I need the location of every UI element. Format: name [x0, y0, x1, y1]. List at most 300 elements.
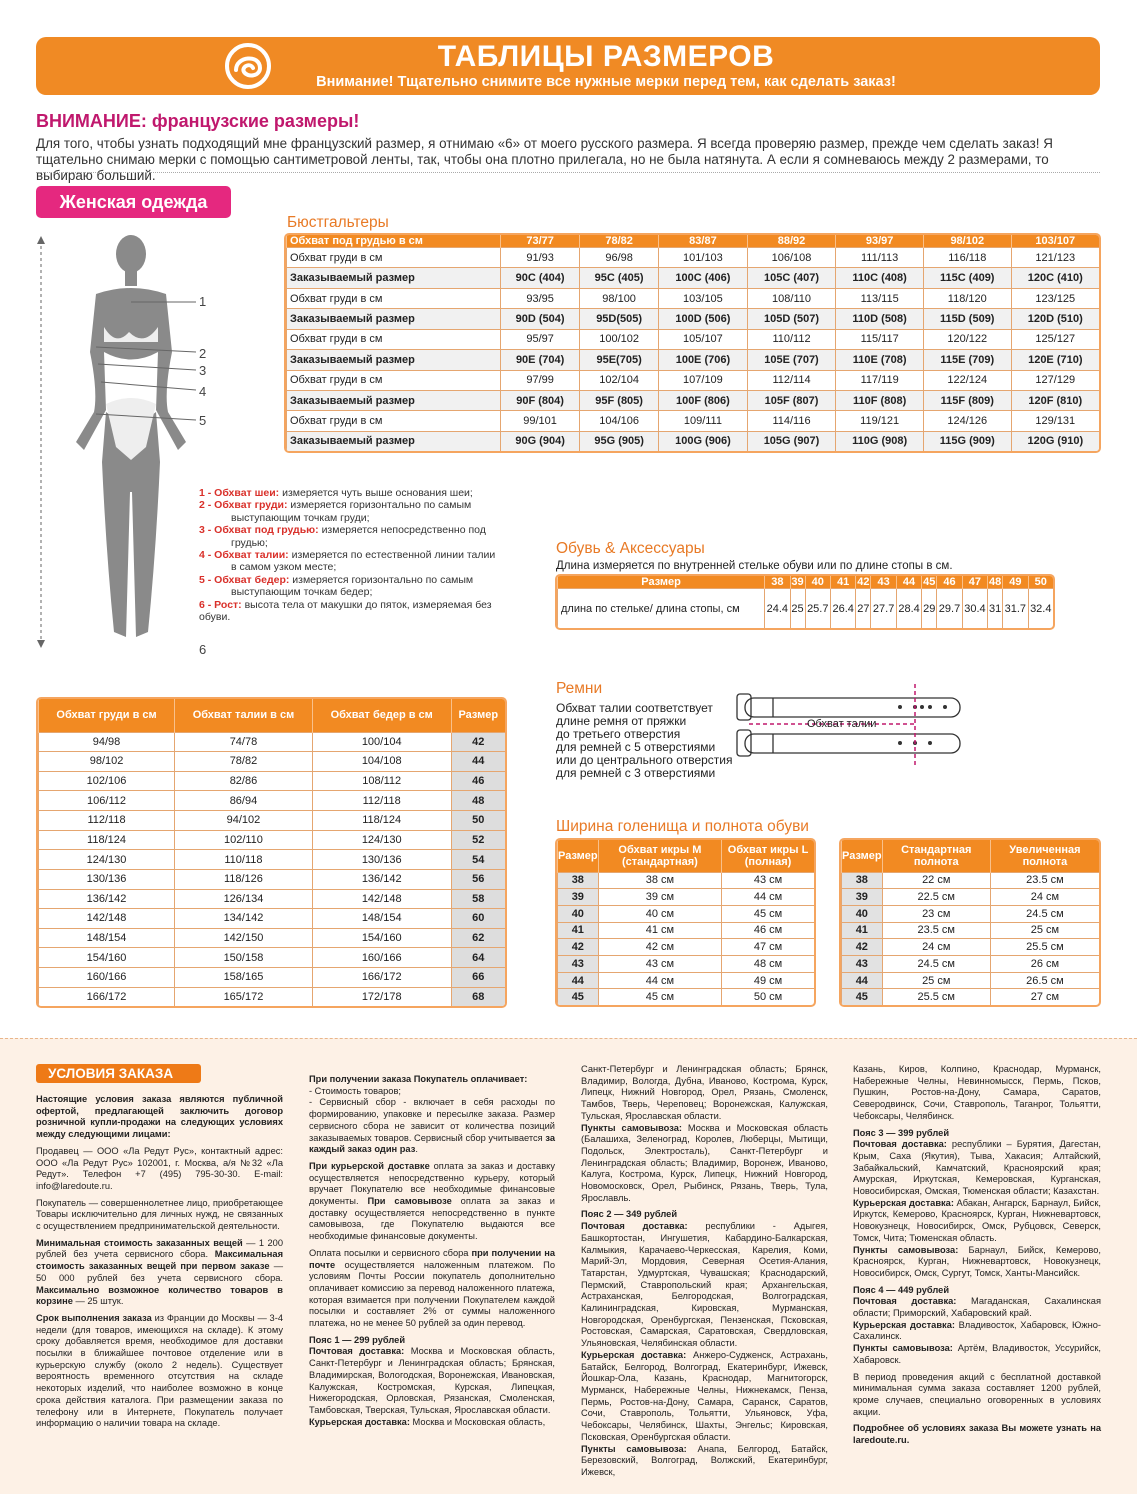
table-cell: 102/106	[39, 771, 175, 791]
table-cell: 122/124	[923, 370, 1011, 390]
table-cell: 98/102	[39, 752, 175, 772]
conditions-paragraph: Санкт-Петербург и Ленинградская область; Брянск, Владимир, Вологда, Дубна, Иваново, Кострома, Курск, Липецк, Нижний Новгород, Орел, Рязань, Смоленск, Тамбов, Тверь, Череповец; Воронежская, Калужская, Тульская, Ярославская области. Пункты самовывоза: Москва и Московская область (Балашиха, Зеленоград, Королев, Люберцы, Мытищи, Подольск, Электросталь), Санкт-Петербург и Ленинградская область; Владимир, Воронеж, Иваново, Калуга, Кострома, Курск, Липецк, Нижний Новгород, Новомосковск, Орел, Рыбинск, Рязань, Тверь, Тула, Ярославль.	[581, 1064, 828, 1203]
bra-row-header: Обхват под грудью в см	[287, 235, 501, 248]
table-cell: 24.4	[765, 589, 790, 629]
table-row	[287, 411, 1100, 431]
table-cell: 119/121	[836, 411, 924, 431]
table-cell: 25 см	[882, 972, 990, 989]
table-cell: 108/112	[312, 771, 451, 791]
column-header: Обхват икры M (стандартная)	[598, 840, 722, 872]
table-cell: 90F (804)	[501, 390, 580, 410]
conditions-column-1	[36, 1094, 283, 1435]
table-row	[842, 872, 1100, 889]
table-cell: 103/105	[659, 288, 748, 308]
table-cell: 115F (809)	[923, 390, 1011, 410]
table-cell: 100G (906)	[659, 431, 748, 451]
table-cell: Обхват груди в см	[287, 370, 501, 390]
table-cell: 44 см	[722, 889, 814, 906]
table-cell: 108/110	[747, 288, 836, 308]
table-cell: Обхват груди в см	[287, 288, 501, 308]
column-header: Обхват икры L (полная)	[722, 840, 814, 872]
table-cell: 90D (504)	[501, 309, 580, 329]
table-cell: 43	[558, 956, 599, 973]
table-cell: 42	[451, 732, 505, 752]
table-cell: 30.4	[962, 589, 987, 629]
table-row	[39, 869, 506, 889]
table-cell: 23 см	[882, 905, 990, 922]
mark-2: 2	[199, 346, 207, 361]
table-cell: 102/110	[175, 830, 313, 850]
table-cell: 44	[451, 752, 505, 772]
bra-col-header: 93/97	[836, 235, 924, 248]
table-cell: 160/166	[39, 968, 175, 988]
conditions-paragraph: Минимальная стоимость заказанных вещей — 1 200 рублей без учета сервисного сбора. Максимальная стоимость заказанных вещей при первом заказе — 50 000 рублей без учета сервисного сбора. Максимально возможное количество товаров в корзине — 25 штук.	[36, 1237, 284, 1307]
table-row	[39, 752, 506, 772]
table-cell: 95/97	[501, 329, 580, 349]
table-cell: 24.5 см	[990, 905, 1099, 922]
table-cell: 23.5 см	[990, 872, 1099, 889]
table-cell: 50 см	[722, 989, 814, 1005]
table-cell: 42	[558, 939, 599, 956]
size-table	[36, 697, 507, 1008]
conditions-paragraph: Настоящие условия заказа являются публичной офертой, предлагающей заключить договор розничной купли-продажи на следующих условиях между следующими лицами:	[36, 1094, 283, 1140]
table-cell: 106/108	[747, 248, 836, 268]
table-cell: 52	[451, 830, 505, 850]
column-header: Размер	[558, 840, 599, 872]
table-cell: 109/111	[659, 411, 748, 431]
table-cell: 148/154	[312, 909, 451, 929]
table-cell: 49 см	[722, 972, 814, 989]
table-row	[287, 288, 1100, 308]
table-cell: 158/165	[175, 968, 313, 988]
conditions-paragraph: Пояс 3 — 399 рублей Почтовая доставка: республики – Бурятия, Дагестан, Крым, Саха (Якутия), Тыва, Хакасия; Алтайский, Забайкальский, Камчатский, Красноярский края; Амурская, Иркутская, Кемеровская, Курганская, Новосибирская, Омская, Тюменская области; Казахстан. Курьерская доставка: Абакан, Ангарск, Барнаул, Бийск, Иркутск, Кемерово, Красноярск, Курган, Нижневартовск, Новокузнецк, Новосибирск, Омск, Рубцовск, Северск, Томск, Чита; Тюменская область. Пункты самовывоза: Барнаул, Бийск, Кемерово, Красноярск, Курган, Нижневартовск, Новокузнецк, Новосибирск, Омск, Сургут, Томск, Ханты-Мансийск.	[853, 1127, 1101, 1278]
table-cell: 78/82	[175, 752, 313, 772]
conditions-column-4	[853, 1064, 1101, 1452]
table-cell: 110G (908)	[836, 431, 924, 451]
table-cell: 31	[988, 589, 1003, 629]
table-cell: 27 см	[990, 989, 1099, 1005]
table-row	[287, 390, 1100, 410]
table-cell: 39	[791, 576, 804, 588]
table-cell: 38	[765, 576, 790, 589]
conditions-tag: УСЛОВИЯ ЗАКАЗА	[36, 1064, 201, 1083]
table-row	[558, 872, 815, 889]
table-cell: 39 см	[598, 889, 722, 906]
table-row	[39, 909, 506, 929]
table-cell: 96/98	[580, 248, 659, 268]
table-cell: 45	[842, 989, 883, 1005]
table-cell: 64	[451, 948, 505, 968]
table-cell: 130/136	[39, 869, 175, 889]
table-cell: 48	[451, 791, 505, 811]
table-cell: 123/125	[1011, 288, 1099, 308]
table-cell: 98/100	[580, 288, 659, 308]
table-cell: 115D (509)	[923, 309, 1011, 329]
bra-col-header: 73/77	[501, 235, 580, 248]
table-cell: 25.5 см	[882, 989, 990, 1005]
table-cell: 91/93	[501, 248, 580, 268]
table-row	[39, 732, 506, 752]
table-cell: 90C (404)	[501, 268, 580, 288]
table-cell: 107/109	[659, 370, 748, 390]
table-cell: 24.5 см	[882, 956, 990, 973]
table-cell: 172/178	[312, 987, 451, 1006]
table-cell: 38	[842, 872, 883, 889]
bra-col-header: 98/102	[923, 235, 1011, 248]
table-cell: 31.7	[1003, 589, 1028, 629]
table-cell: 112/118	[312, 791, 451, 811]
table-cell: 40 см	[598, 905, 722, 922]
conditions-paragraph: Продавец — ООО «Ла Редут Рус», контактный адрес: ООО «Ла Редут Рус» 102001, г. Москва, а/я №32 «Ла Редут». Телефон +7 (495) 795-30-30. E-mail: info@laredoute.ru.	[36, 1145, 283, 1191]
table-cell: 101/103	[659, 248, 748, 268]
table-cell: 44	[896, 576, 921, 589]
table-cell: 43 см	[722, 872, 814, 889]
table-cell: Обхват груди в см	[287, 329, 501, 349]
table-row	[39, 791, 506, 811]
table-cell: 25	[790, 589, 805, 629]
table-cell: 110E (708)	[836, 350, 924, 370]
table-cell: 22.5 см	[882, 889, 990, 906]
table-row	[287, 268, 1100, 288]
table-cell: 94/102	[175, 811, 313, 831]
table-cell: Заказываемый размер	[287, 309, 501, 329]
table-cell: 111/113	[836, 248, 924, 268]
table-cell: 26.5 см	[990, 972, 1099, 989]
table-row	[558, 922, 815, 939]
table-cell: 94/98	[39, 732, 175, 752]
belts-text: Обхват талии соответствует длине ремня от пряжки до третьего отверстия для ремней с 5 отверстиями или до центрального отверстия для ремней с 3 отверстиями	[556, 701, 733, 780]
conditions-paragraph: Покупатель — совершеннолетнее лицо, приобретающее Товары исключительно для личных нужд, не связанных с осуществлением предпринимательской деятельности.	[36, 1197, 283, 1232]
shoes-table	[555, 574, 1055, 630]
table-cell: 100F (806)	[659, 390, 748, 410]
table-cell: 118/120	[923, 288, 1011, 308]
column-header: Обхват груди в см	[39, 699, 175, 732]
table-cell: 90E (704)	[501, 350, 580, 370]
table-cell: 39	[842, 889, 883, 906]
divider	[0, 1038, 1137, 1039]
table-cell: 42	[842, 939, 883, 956]
table-row	[39, 968, 506, 988]
table-cell: 38	[558, 872, 599, 889]
table-cell: 110D (508)	[836, 309, 924, 329]
bra-col-header: 83/87	[659, 235, 748, 248]
table-cell: 24 см	[882, 939, 990, 956]
bra-col-header: 88/92	[747, 235, 836, 248]
table-cell: 105/107	[659, 329, 748, 349]
column-header: Увеличенная полнота	[990, 840, 1099, 872]
table-cell: 110F (808)	[836, 390, 924, 410]
table-cell: 42	[857, 576, 870, 588]
table-cell: 43	[842, 956, 883, 973]
table-row	[842, 972, 1100, 989]
table-cell: 47	[962, 576, 987, 589]
table-row	[558, 972, 815, 989]
table-cell: 25.7	[805, 589, 830, 629]
table-cell: 45 см	[722, 905, 814, 922]
table-cell: Заказываемый размер	[287, 350, 501, 370]
table-cell: 105E (707)	[747, 350, 836, 370]
table-cell: 136/142	[39, 889, 175, 909]
bra-col-header: 78/82	[580, 235, 659, 248]
table-cell: Заказываемый размер	[287, 431, 501, 451]
table-cell: 62	[451, 928, 505, 948]
table-cell: 114/116	[747, 411, 836, 431]
conditions-paragraph: В период проведения акций с бесплатной доставкой минимальная сумма заказа составляет 1200 рублей, кроме случаев, специально оговоренных в условиях акции.	[853, 1371, 1101, 1417]
table-row	[842, 939, 1100, 956]
page-subtitle: Внимание! Тщательно снимите все нужные мерки перед тем, как сделать заказ!	[316, 74, 896, 90]
table-row	[287, 350, 1100, 370]
table-cell: 110C (408)	[836, 268, 924, 288]
table-cell: 45 см	[598, 989, 722, 1005]
table-cell: 93/95	[501, 288, 580, 308]
table-cell: 44	[842, 972, 883, 989]
table-cell: 127/129	[1011, 370, 1099, 390]
table-cell: 74/78	[175, 732, 313, 752]
women-clothing-tag: Женская одежда	[36, 186, 231, 218]
table-row	[287, 248, 1100, 268]
belt-diagram	[735, 682, 970, 770]
table-row	[842, 989, 1100, 1005]
table-cell: 42 см	[598, 939, 722, 956]
table-row	[39, 987, 506, 1006]
table-row	[287, 309, 1100, 329]
table-cell: 126/134	[175, 889, 313, 909]
calf-title: Ширина голенища и полнота обуви	[556, 818, 809, 835]
table-cell: 100/104	[312, 732, 451, 752]
table-cell: 41 см	[598, 922, 722, 939]
shoe-size-label: Размер	[558, 576, 765, 589]
table-cell: 100C (406)	[659, 268, 748, 288]
conditions-paragraph: При получении заказа Покупатель оплачивает: - Стоимость товаров; - Сервисный сбор - включает в себя расходы по формированию, упаковке и пересылке заказа. Размер сервисного сбора не зависит от количества позиций заказываемых товаров. Сервисный сбор учитывается за каждый заказ один раз.	[309, 1074, 555, 1155]
table-cell: 22 см	[882, 872, 990, 889]
table-cell: 120G (910)	[1011, 431, 1099, 451]
table-row	[842, 905, 1100, 922]
mark-5: 5	[199, 413, 207, 428]
table-cell: 115/117	[836, 329, 924, 349]
conditions-paragraph: При курьерской доставке оплата за заказ и доставку осуществляется непосредственно курьеру, который вручает Покупателю все необходимые финансовые документы. При самовывозе оплата за заказ и доставку осуществляется непосредственно в пункте самовывоза, где Покупателю выдаются все необходимые финансовые документы.	[309, 1160, 555, 1242]
table-cell: 38 см	[598, 872, 722, 889]
table-row	[39, 850, 506, 870]
table-cell: Обхват груди в см	[287, 411, 501, 431]
table-cell: 86/94	[175, 791, 313, 811]
table-cell: 48	[989, 576, 1002, 588]
table-cell: 45	[558, 989, 599, 1005]
table-cell: 105C (407)	[747, 268, 836, 288]
table-cell: 121/123	[1011, 248, 1099, 268]
body-measurement-figure	[36, 232, 216, 662]
table-cell: 104/106	[580, 411, 659, 431]
table-cell: 120E (710)	[1011, 350, 1099, 370]
table-cell: 58	[451, 889, 505, 909]
table-cell: 100D (506)	[659, 309, 748, 329]
table-cell: 105D (507)	[747, 309, 836, 329]
conditions-paragraph: Пояс 4 — 449 рублей Почтовая доставка: Магаданская, Сахалинская области; Приморский, Хабаровский край. Курьерская доставка: Владивосток, Хабаровск, Южно-Сахалинск. Пункты самовывоза: Артём, Владивосток, Уссурийск, Хабаровск.	[853, 1284, 1101, 1365]
conditions-paragraph: Подробнее об условиях заказа Вы можете узнать на laredoute.ru.	[853, 1423, 1101, 1446]
table-cell: 47 см	[722, 939, 814, 956]
table-cell: 25 см	[990, 922, 1099, 939]
measurement-legend: 1 - Обхват шеи: измеряется чуть выше основания шеи; 2 - Обхват груди: измеряется горизонтально по самым выступающим точкам груди; 3 - Обхват под грудью: измеряется непосредственно под грудью; 4 - Обхват талии: измеряется по естественной линии талии в самом узком месте; 5 - Обхват бедер: измеряется горизонтально по самым выступающим точкам бедер; 6 - Рост: высота тела от макушки до пяток, измеряемая без обуви.	[199, 487, 496, 624]
table-cell: 99/101	[501, 411, 580, 431]
mark-6: 6	[199, 642, 207, 657]
table-cell: 105G (907)	[747, 431, 836, 451]
table-cell: 124/130	[312, 830, 451, 850]
table-cell: Заказываемый размер	[287, 268, 501, 288]
table-cell: 118/126	[175, 869, 313, 889]
table-cell: 142/150	[175, 928, 313, 948]
table-cell: 150/158	[175, 948, 313, 968]
table-cell: 129/131	[1011, 411, 1099, 431]
table-cell: 48 см	[722, 956, 814, 973]
table-cell: 100E (706)	[659, 350, 748, 370]
table-cell: 142/148	[312, 889, 451, 909]
table-cell: 40	[558, 905, 599, 922]
table-cell: 43	[871, 576, 896, 589]
conditions-column-2	[309, 1074, 555, 1433]
table-cell: 40	[842, 905, 883, 922]
table-cell: 120C (410)	[1011, 268, 1099, 288]
table-cell: 142/148	[39, 909, 175, 929]
table-cell: 118/124	[39, 830, 175, 850]
conditions-paragraph: Пояс 1 — 299 рублей Почтовая доставка: Москва и Московская область, Санкт-Петербург и Ленинградская область; Брянская, Владимирская, Вологодская, Воронежская, Ивановская, Калужская, Костромская, Курская, Липецкая, Нижегородская, Орловская, Рязанская, Смоленская, Тамбовская, Тверская, Тульская, Ярославская области. Курьерская доставка: Москва и Московская область,	[309, 1334, 555, 1427]
table-cell: 56	[451, 869, 505, 889]
table-cell: 29	[922, 589, 937, 629]
table-cell: 118/124	[312, 811, 451, 831]
calf-table	[555, 838, 816, 1007]
warning-title: ВНИМАНИЕ: французские размеры!	[36, 111, 360, 131]
table-cell: 24 см	[990, 889, 1099, 906]
conditions-paragraph: Пояс 2 — 349 рублей Почтовая доставка: республики - Адыгея, Башкортостан, Ингушетия, Кабардино-Балкарская, Калмыкия, Карачаево-Черкесская, Карелия, Коми, Марий-Эл, Мордовия, Северная Осетия-Алания, Татарстан, Удмуртская, Чувашская; Краснодарский, Пермский, Ставропольский края; Архангельская, Астраханская, Белгородская, Волгоградская, Калининградская, Кировская, Мурманская, Новгородская, Оренбургская, Пензенская, Псковская, Ростовская, Самарская, Саратовская, Свердловская, Ульяновская, Челябинская области. Курьерская доставка: Анжеро-Судженск, Астрахань, Батайск, Белгород, Волгоград, Екатеринбург, Ижевск, Йошкар-Ола, Казань, Краснодар, Магнитогорск, Мурманск, Набережные Челны, Нижнекамск, Пенза, Пермь, Ростов-на-Дону, Самара, Саранск, Саратов, Сочи, Ставрополь, Тольятти, Ульяновск, Уфа, Чебоксары, Челябинск, Шахты, Энгельс; Кировская, Псковская, Оренбургская области. Пункты самовывоза: Анапа, Белгород, Батайск, Березовский, Волгоград, Волжский, Екатеринбург, Ижевск,	[581, 1209, 828, 1477]
table-row	[287, 329, 1100, 349]
table-row	[558, 989, 815, 1005]
table-cell: 110/112	[747, 329, 836, 349]
shoe-length-label: длина по стельке/ длина стопы, см	[558, 589, 765, 629]
conditions-paragraph: Казань, Киров, Колпино, Краснодар, Мурманск, Набережные Челны, Невинномысск, Пермь, Псков, Пушкин, Ростов-на-Дону, Самара, Саратов, Северодвинск, Сочи, Ставрополь, Таганрог, Тольятти, Чебоксары, Челябинск.	[853, 1064, 1101, 1121]
table-cell: 46 см	[722, 922, 814, 939]
table-cell: 27.7	[871, 589, 896, 629]
table-cell: 49	[1003, 576, 1028, 589]
table-row	[287, 431, 1100, 451]
table-cell: Заказываемый размер	[287, 390, 501, 410]
table-cell: 154/160	[39, 948, 175, 968]
table-cell: 104/108	[312, 752, 451, 772]
table-cell: 125/127	[1011, 329, 1099, 349]
mark-3: 3	[199, 363, 207, 378]
divider	[36, 172, 1100, 173]
table-cell: 68	[451, 987, 505, 1006]
page-title: ТАБЛИЦЫ РАЗМЕРОВ	[437, 40, 775, 73]
table-cell: 116/118	[923, 248, 1011, 268]
column-header: Стандартная полнота	[882, 840, 990, 872]
table-row	[39, 928, 506, 948]
table-row	[39, 811, 506, 831]
table-cell: 166/172	[312, 968, 451, 988]
table-cell: 120F (810)	[1011, 390, 1099, 410]
table-cell: 115C (409)	[923, 268, 1011, 288]
conditions-paragraph: Оплата посылки и сервисного сбора при получении на почте осуществляется наложенным платежом. По условиям Почты России покупатель дополнительно оплачивает комиссию за перевод наложенного платежа, которая взимается при получении Покупателем каждой посылки и составляет 2% от суммы наложенного платежа, но не менее 50 рублей за один перевод.	[309, 1247, 555, 1329]
table-cell: 41	[830, 576, 855, 589]
table-cell: 120D (510)	[1011, 309, 1099, 329]
table-cell: 46	[451, 771, 505, 791]
table-row	[39, 889, 506, 909]
table-cell: 90G (904)	[501, 431, 580, 451]
table-cell: 44 см	[598, 972, 722, 989]
table-cell: 95C (405)	[580, 268, 659, 288]
table-cell: 115E (709)	[923, 350, 1011, 370]
belts-title: Ремни	[556, 680, 603, 697]
table-cell: 100/102	[580, 329, 659, 349]
table-row	[39, 771, 506, 791]
table-cell: 82/86	[175, 771, 313, 791]
table-cell: 46	[937, 576, 962, 589]
table-cell: 124/126	[923, 411, 1011, 431]
table-cell: 106/112	[39, 791, 175, 811]
table-row	[558, 889, 815, 906]
table-cell: 28.4	[896, 589, 921, 629]
bras-table	[284, 233, 1101, 453]
table-cell: 130/136	[312, 850, 451, 870]
table-cell: 124/130	[39, 850, 175, 870]
fullness-table	[839, 838, 1101, 1007]
table-row	[558, 905, 815, 922]
table-cell: 40	[805, 576, 830, 589]
table-cell: 27	[856, 589, 871, 629]
warning-text: Для того, чтобы узнать подходящий мне французский размер, я отнимаю «6» от моего русского размера. Я всегда проверяю размер, прежде чем сделать заказ! Я тщательно снимаю мерки с помощью сантиметровой ленты, так, чтобы она плотно прилегала, но не была натянута. А если я сомневаюсь между 2 размерами, то выбираю больший.	[36, 136, 1053, 183]
table-row	[558, 939, 815, 956]
table-cell: 43 см	[598, 956, 722, 973]
table-cell: 29.7	[937, 589, 962, 629]
table-row	[39, 948, 506, 968]
table-cell: 136/142	[312, 869, 451, 889]
table-cell: 60	[451, 909, 505, 929]
table-row	[558, 956, 815, 973]
table-cell: 112/118	[39, 811, 175, 831]
shoes-note: Длина измеряется по внутренней стельке обуви или по длине стопы в см.	[556, 560, 953, 572]
table-cell: 39	[558, 889, 599, 906]
conditions-paragraph: Срок выполнения заказа из Франции до Москвы — 3-4 недели (для товаров, имеющихся на складе). К этому сроку добавляется время, необходимое для доставки посылки в ближайшее почтовое отделение или в курьерскую службу (около 2 недель). Существует вероятность временного отсутствия на складе некоторых изделий, что наиболее возможно в конце срока действия каталога. При размещении заказа по телефону или в Интернете, Покупатель получает информацию о наличии товара на складе.	[36, 1312, 283, 1429]
table-cell: 97/99	[501, 370, 580, 390]
table-cell: 25.5 см	[990, 939, 1099, 956]
table-cell: 160/166	[312, 948, 451, 968]
table-cell: 26.4	[830, 589, 855, 629]
table-cell: 44	[558, 972, 599, 989]
table-cell: 165/172	[175, 987, 313, 1006]
table-row	[39, 830, 506, 850]
table-cell: 112/114	[747, 370, 836, 390]
table-cell: 54	[451, 850, 505, 870]
table-cell: 102/104	[580, 370, 659, 390]
table-cell: 154/160	[312, 928, 451, 948]
table-cell: 50	[1028, 576, 1053, 589]
table-cell: 113/115	[836, 288, 924, 308]
table-cell: 110/118	[175, 850, 313, 870]
table-cell: 66	[451, 968, 505, 988]
table-cell: 95D(505)	[580, 309, 659, 329]
table-row	[842, 956, 1100, 973]
table-cell: 120/122	[923, 329, 1011, 349]
table-row	[842, 889, 1100, 906]
table-cell: 23.5 см	[882, 922, 990, 939]
table-cell: 134/142	[175, 909, 313, 929]
laredoute-logo-icon	[222, 42, 274, 90]
column-header: Обхват талии в см	[175, 699, 313, 732]
table-cell: 41	[558, 922, 599, 939]
table-cell: 166/172	[39, 987, 175, 1006]
mark-1: 1	[199, 294, 207, 309]
column-header: Размер	[451, 699, 505, 732]
conditions-column-3	[581, 1064, 828, 1484]
table-cell: 41	[842, 922, 883, 939]
mark-4: 4	[199, 384, 207, 399]
